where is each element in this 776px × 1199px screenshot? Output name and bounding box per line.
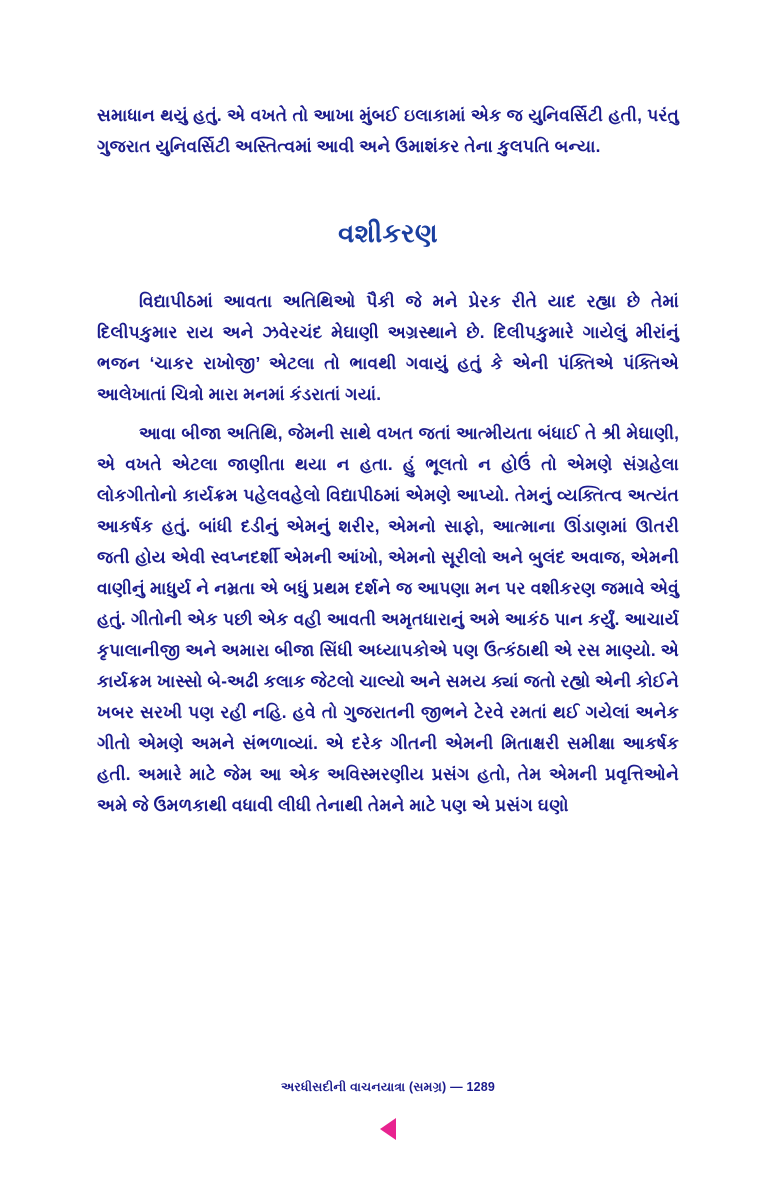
page-content [97, 100, 679, 821]
paragraph-spacer [97, 410, 679, 418]
paragraph-2: આવા બીજા અતિથિ, જેમની સાથે વખત જતાં આત્મીયતા બંધાઈ તે શ્રી મેઘાણી, એ વખતે એટલા જાણીતા થયા ન હતા. હું ભૂલતો ન હોઉં તો એમણે સંગ્રહેલા લોકગીતોનો કાર્યક્રમ પહેલવહેલો વિદ્યાપીઠમાં એમણે આપ્યો. તેમનું વ્યક્તિત્વ અત્યંત આકર્ષક હતું. બાંધી દડીનું એમનું શરીર, એમનો સાફો, આત્માના ઊંડાણમાં ઊતરી જતી હોય એવી સ્વપ્નદર્શી એમની આંખો, એમનો સૂરીલો અને બુલંદ અવાજ, એમની વાણીનું માધુર્ય ને નમ્રતા એ બધું પ્રથમ દર્શને જ આપણા મન પર વશીકરણ જમાવે એવું હતું. ગીતોની એક પછી એક વહી આવતી અમૃતધારાનું અમે આકંઠ પાન કર્યું. આચાર્ય કૃપાલાનીજી અને અમારા બીજા સિંધી અધ્યાપકોએ પણ ઉત્કંઠાથી એ રસ માણ્યો. એ કાર્યક્રમ ખાસ્સો બે-અઢી કલાક જેટલો ચાલ્યો અને સમય ક્યાં જતો રહ્યો એની કોઈને ખબર સરખી પણ રહી નહિ. હવે તો ગુજરાતની જીભને ટેરવે રમતાં થઈ ગયેલાં અનેક ગીતો એમણે અમને સંભળાવ્યાં. એ દરેક ગીતની એમની મિતાક્ષરી સમીક્ષા આકર્ષક હતી. અમારે માટે જેમ આ એક અવિસ્મરણીય પ્રસંગ હતો, તેમ એમની પ્રવૃત્તિઓને અમે જે ઉમળકાથી વધાવી લીધી તેનાથી તેમને માટે પણ એ પ્રસંગ ઘણો [97, 423, 679, 815]
page-footer [0, 1078, 776, 1096]
paragraph-intro: સમાધાન થયું હતું. એ વખતે તો આખા મુંબઈ ઇલાકામાં એક જ યુનિવર્સિટી હતી, પરંતુ ગુજરાત યુનિવર્સિટી અસ્તિત્વમાં આવી અને ઉમાશંકર તેના કુલપતિ બન્યા. [97, 105, 679, 156]
section-title: વશીકરણ [338, 218, 438, 248]
page-nav-marker[interactable] [0, 1118, 776, 1145]
section-title-block [97, 218, 679, 250]
triangle-left-icon[interactable] [380, 1118, 396, 1140]
footer-text: અરધીસદીની વાચનયાત્રા (સમગ્ર) — 1289 [280, 1080, 496, 1094]
paragraph-1: વિદ્યાપીઠમાં આવતા અતિથિઓ પૈકી જે મને પ્રેરક રીતે યાદ રહ્યા છે તેમાં દિલીપકુમાર રાય અને ઝવેરચંદ મેઘાણી અગ્રસ્થાને છે. દિલીપકુમારે ગાયેલું મીરાંનું ભજન ‘ચાકર રાખોજી’ એટલા તો ભાવથી ગવાયું હતું કે એની પંક્તિએ પંક્તિએ આલેખાતાં ચિત્રો મારા મનમાં કંડરાતાં ગયાં. [97, 291, 679, 404]
